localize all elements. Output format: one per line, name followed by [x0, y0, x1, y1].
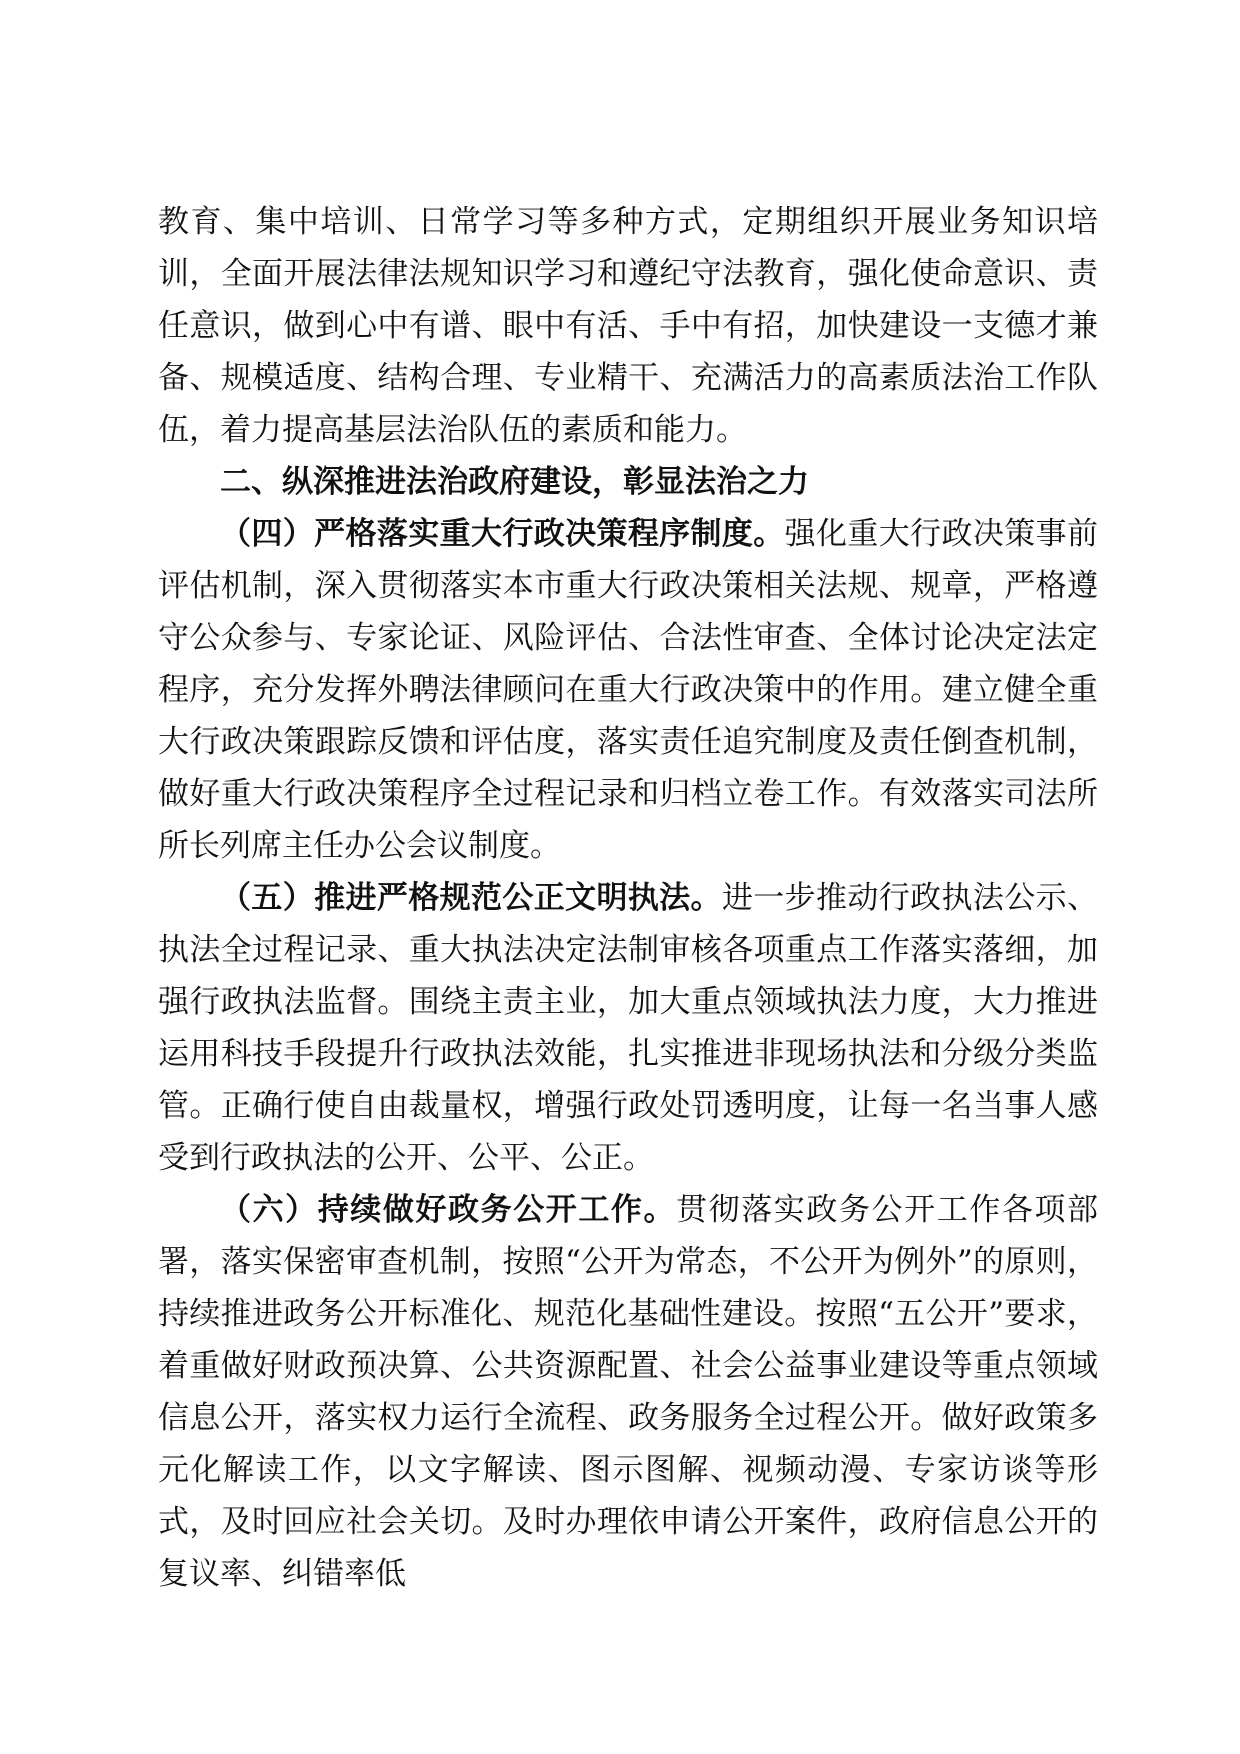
item-paragraph-6 — [158, 1184, 1098, 1600]
item-lead-6: （六）持续做好政务公开工作。 — [220, 1192, 677, 1228]
item-body-4: 强化重大行政决策事前评估机制，深入贯彻落实本市重大行政决策相关法规、规章，严格遵守公众参与、专家论证、风险评估、合法性审查、全体讨论决定法定程序，充分发挥外聘法律顾问在重大行政决策中的作用。建立健全重大行政决策跟踪反馈和评估度，落实责任追究制度及责任倒查机制，做好重大行政决策程序全过程记录和归档立卷工作。有效落实司法所所长列席主任办公会议制度。 — [158, 516, 1099, 864]
item-body-5: 进一步推动行政执法公示、执法全过程记录、重大执法决定法制审核各项重点工作落实落细，加强行政执法监督。围绕主责主业，加大重点领域执法力度，大力推进运用科技手段提升行政执法效能，扎实推进非现场执法和分级分类监管。正确行使自由裁量权，增强行政处罚透明度，让每一名当事人感受到行政执法的公开、公平、公正。 — [158, 880, 1099, 1176]
item-lead-4: （四）严格落实重大行政决策程序制度。 — [220, 516, 785, 552]
document-page — [158, 196, 1098, 1600]
item-paragraph-4 — [158, 508, 1098, 872]
item-body-6: 贯彻落实政务公开工作各项部署，落实保密审查机制，按照“公开为常态，不公开为例外”的原则，持续推进政务公开标准化、规范化基础性建设。按照“五公开”要求，着重做好财政预决算、公共资源配置、社会公益事业建设等重点领域信息公开，落实权力运行全流程、政务服务全过程公开。做好政策多元化解读工作，以文字解读、图示图解、视频动漫、专家访谈等形式，及时回应社会关切。及时办理依申请公开案件，政府信息公开的复议率、纠错率低 — [158, 1192, 1098, 1592]
continuation-paragraph: 教育、集中培训、日常学习等多种方式，定期组织开展业务知识培训，全面开展法律法规知识学习和遵纪守法教育，强化使命意识、责任意识，做到心中有谱、眼中有活、手中有招，加快建设一支德才兼备、规模适度、结构合理、专业精干、充满活力的高素质法治工作队伍，着力提高基层法治队伍的素质和能力。 — [158, 204, 1098, 448]
section-heading: 二、纵深推进法治政府建设，彰显法治之力 — [220, 464, 809, 500]
item-paragraph-5 — [158, 872, 1098, 1184]
item-lead-5: （五）推进严格规范公正文明执法。 — [220, 880, 722, 916]
